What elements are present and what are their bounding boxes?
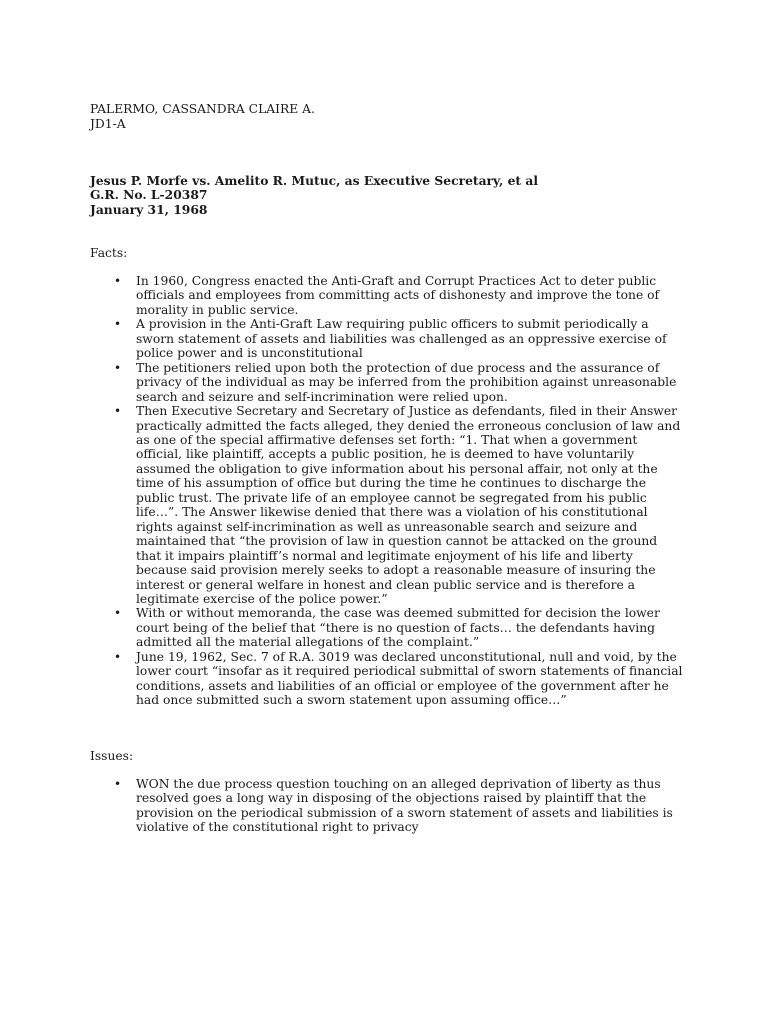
student-section: JD1-A [90, 117, 126, 131]
issues-list [114, 777, 684, 835]
facts-list [114, 274, 684, 708]
list-item [114, 361, 684, 404]
case-title: Jesus P. Morfe vs. Amelito R. Mutuc, as Executive Secretary, et al [90, 173, 538, 188]
list-item [114, 404, 684, 606]
bullet-icon: • [114, 649, 122, 664]
fact-text: June 19, 1962, Sec. 7 of R.A. 3019 was declared unconstitutional, null and void, by the lower court “insofar as it required periodical submittal of sworn statements of financial conditions, assets and liabilities of an official or employee of the government after he had once submitted such a sworn statement upon assuming office…” [136, 649, 683, 708]
list-item [114, 777, 684, 835]
bullet-icon: • [114, 317, 122, 332]
bullet-icon: • [114, 404, 122, 419]
case-gr-number: G.R. No. L-20387 [90, 187, 208, 202]
bullet-icon: • [114, 274, 122, 288]
list-item [114, 274, 684, 317]
bullet-icon: • [114, 606, 122, 621]
list-item [114, 317, 684, 360]
student-name: PALERMO, CASSANDRA CLAIRE A. [90, 102, 315, 116]
fact-text: Then Executive Secretary and Secretary of Justice as defendants, filed in their Answer practically admitted the facts alleged, they denied the erroneous conclusion of law and as one of the special affirmative defenses set forth: “1. That when a government official, like plaintiff, accepts a public position, he is deemed to have voluntarily assumed the obligation to give information about his personal affair, not only at the time of his assumption of office but during the time he continues to discharge the public trust. The private life of an employee cannot be segregated from his public life…”. The Answer likewise denied that there was a violation of his constitutional rights against self-incrimination as well as unreasonable search and seizure and maintained that “the provision of law in question cannot be attacked on the ground that it impairs plaintiff’s normal and legitimate enjoyment of his life and liberty because said provision merely seeks to adopt a reasonable measure of insuring the interest or general welfare in honest and clean public service and is therefore a legitimate exercise of the police power.” [136, 404, 681, 606]
issues-heading: Issues: [90, 749, 134, 763]
bullet-icon: • [114, 777, 122, 791]
list-item [114, 606, 684, 649]
fact-text: The petitioners relied upon both the protection of due process and the assurance of privacy of the individual as may be inferred from the prohibition against unreasonable search and seizure and self-incrimination were relied upon. [136, 360, 677, 404]
facts-heading: Facts: [90, 246, 128, 260]
list-item [114, 650, 684, 708]
issue-text: WON the due process question touching on an alleged deprivation of liberty as thus resolved goes a long way in disposing of the objections raised by plaintiff that the provision on the periodical submission of a sworn statement of assets and liabilities is violative of the constitutional right to privacy [136, 777, 673, 835]
bullet-icon: • [114, 360, 122, 375]
fact-text: In 1960, Congress enacted the Anti-Graft and Corrupt Practices Act to deter public officials and employees from committing acts of dishonesty and improve the tone of morality in public service. [136, 274, 660, 317]
fact-text: With or without memoranda, the case was deemed submitted for decision the lower court being of the belief that “there is no question of facts… the defendants having admitted all the material allegations of the complaint.” [136, 606, 660, 650]
fact-text: A provision in the Anti-Graft Law requiring public officers to submit periodically a sworn statement of assets and liabilities was challenged as an oppressive exercise of police power and is unconstitutional [136, 317, 667, 361]
case-date: January 31, 1968 [90, 202, 208, 217]
